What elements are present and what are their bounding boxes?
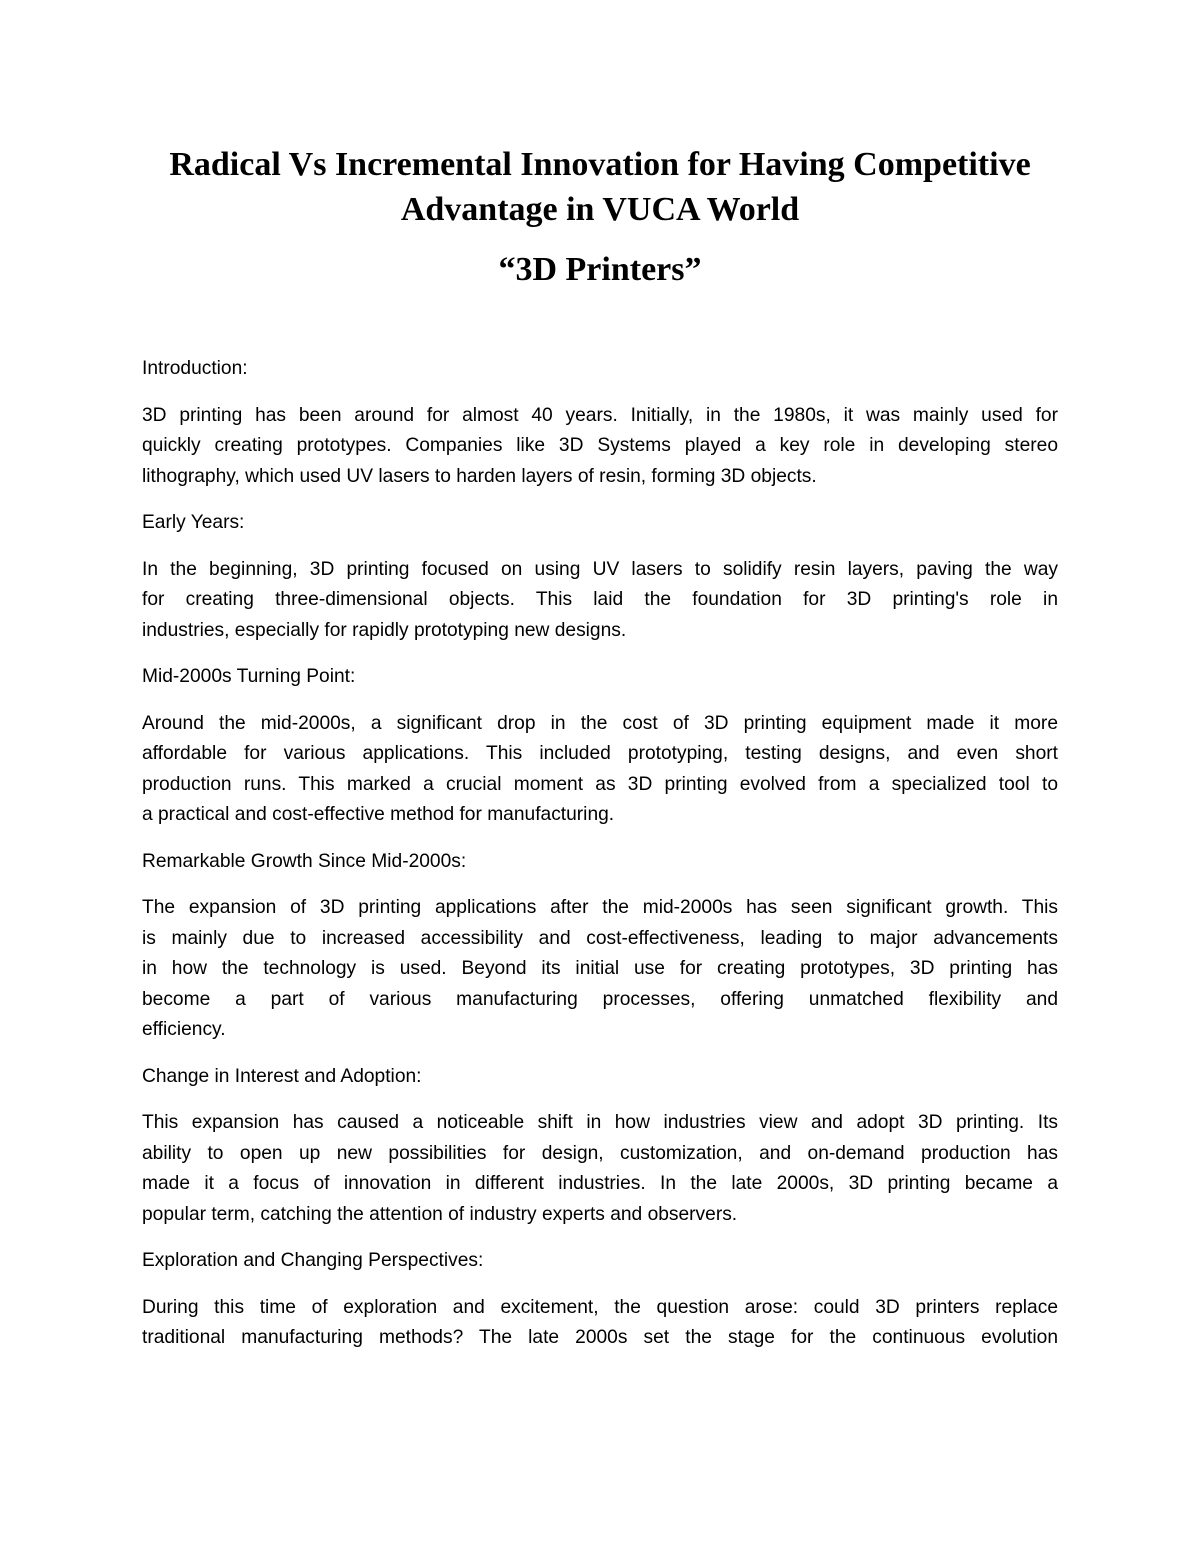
paragraph-line: popular term, catching the attention of industry experts and observers. <box>142 1203 738 1225</box>
paragraph-line: This expansion has caused a noticeable shift in how industries view and adopt 3D printing. Its <box>142 1112 1058 1133</box>
paragraph-line: ability to open up new possibilities for design, customization, and on-demand production has <box>142 1142 1058 1164</box>
paragraph-line: traditional manufacturing methods? The late 2000s set the stage for the continuous evolution <box>142 1327 1058 1348</box>
title-line-1: Radical Vs Incremental Innovation for Having Competitive <box>169 146 1031 183</box>
paragraph-line: for creating three-dimensional objects. This laid the foundation for 3D printing's role in <box>142 589 1058 610</box>
section-heading: Remarkable Growth Since Mid-2000s: <box>142 850 467 872</box>
paragraph-line: industries, especially for rapidly prototyping new designs. <box>142 619 627 641</box>
paragraph-line: made it a focus of innovation in different industries. In the late 2000s, 3D printing became a <box>142 1173 1058 1194</box>
paragraph-line: is mainly due to increased accessibility and cost-effectiveness, leading to major advancements <box>142 927 1058 949</box>
paragraph-line: Around the mid-2000s, a significant drop in the cost of 3D printing equipment made it more <box>142 712 1058 734</box>
section-heading: Introduction: <box>142 358 248 379</box>
paragraph-line: lithography, which used UV lasers to harden layers of resin, forming 3D objects. <box>142 465 817 487</box>
section-paragraph <box>142 555 1058 647</box>
document-title <box>100 142 1100 232</box>
paragraph-line: production runs. This marked a crucial moment as 3D printing evolved from a specialized tool to <box>142 773 1058 795</box>
paragraph-line: affordable for various applications. This included prototyping, testing designs, and even short <box>142 743 1058 764</box>
paragraph-line: During this time of exploration and excitement, the question arose: could 3D printers replace <box>142 1296 1058 1318</box>
section-paragraph <box>142 893 1058 1046</box>
section-heading: Mid-2000s Turning Point: <box>142 666 356 687</box>
paragraph-line: become a part of various manufacturing processes, offering unmatched flexibility and <box>142 988 1058 1010</box>
title-line-2: Advantage in VUCA World <box>400 191 800 228</box>
document-body <box>142 354 1058 1370</box>
paragraph-line: efficiency. <box>142 1019 226 1040</box>
section-paragraph <box>142 1108 1058 1230</box>
section-paragraph <box>142 401 1058 493</box>
section-paragraph <box>142 1293 1058 1354</box>
paragraph-line: quickly creating prototypes. Companies like 3D Systems played a key role in developing stereo <box>142 435 1058 456</box>
paragraph-line: in how the technology is used. Beyond its initial use for creating prototypes, 3D printing has <box>142 958 1058 979</box>
paragraph-line: In the beginning, 3D printing focused on using UV lasers to solidify resin layers, paving the way <box>142 558 1058 580</box>
section-heading: Change in Interest and Adoption: <box>142 1065 422 1087</box>
section-heading: Early Years: <box>142 512 245 533</box>
paragraph-line: a practical and cost-effective method for manufacturing. <box>142 804 615 825</box>
section-heading: Exploration and Changing Perspectives: <box>142 1250 484 1271</box>
paragraph-line: The expansion of 3D printing applications after the mid-2000s has seen significant growth. This <box>142 897 1058 918</box>
paragraph-line: 3D printing has been around for almost 40 years. Initially, in the 1980s, it was mainly used for <box>142 404 1058 426</box>
document-subtitle: “3D Printers” <box>498 251 702 288</box>
section-paragraph <box>142 709 1058 831</box>
